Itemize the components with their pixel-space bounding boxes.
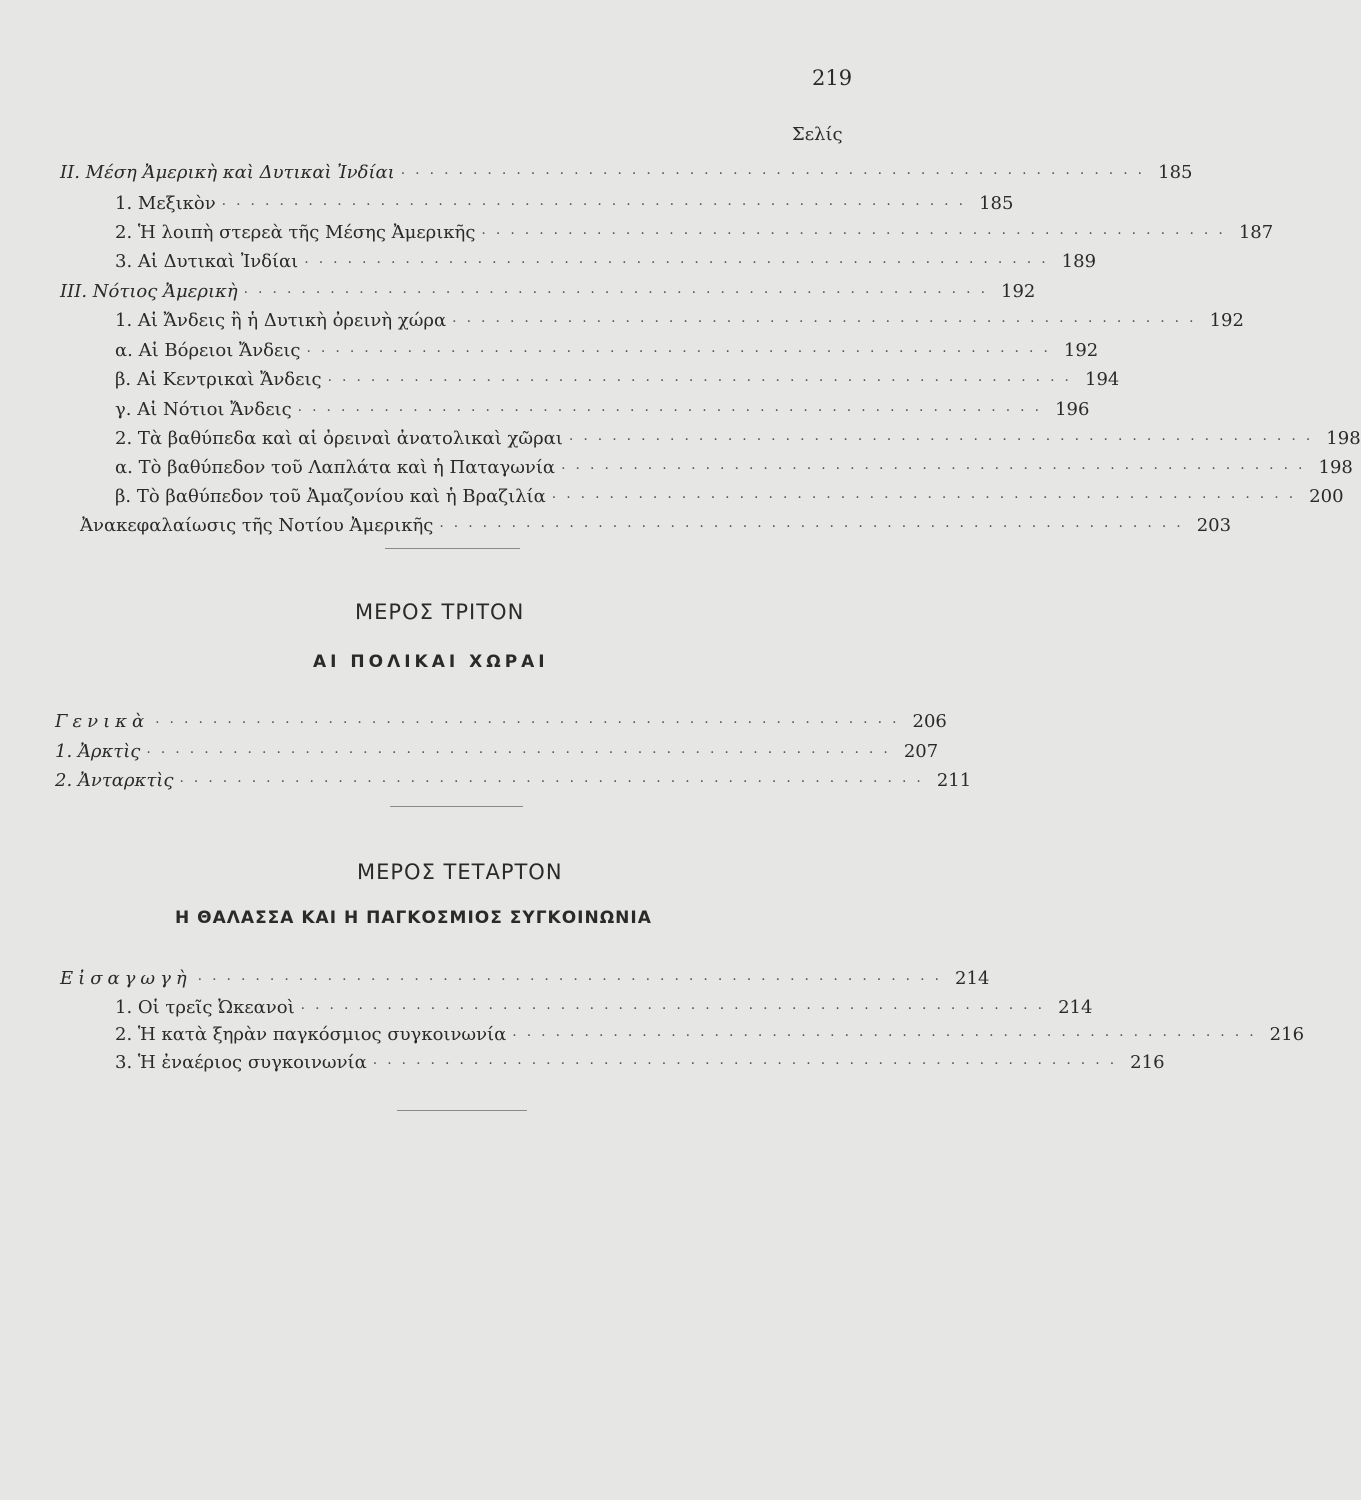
toc-entry: Ἀνακεφαλαίωσις τῆς Νοτίου Ἀμερικῆς ···················································· 203 bbox=[80, 515, 1232, 536]
toc-entry: β. Τὸ βαθύπεδον τοῦ Ἀμαζονίου καὶ ἡ Βραζιλία ···················································· 200 bbox=[115, 486, 1344, 507]
page-column-header: Σελίς bbox=[792, 124, 843, 145]
part3-subtitle: ΑΙ ΠΟΛΙΚΑΙ ΧΩΡΑΙ bbox=[313, 652, 549, 672]
part3-title: ΜΕΡΟΣ ΤΡΙΤΟΝ bbox=[355, 600, 525, 624]
toc-entry: 1. Μεξικὸν ···················································· 185 bbox=[115, 193, 1014, 214]
toc-entry: β. Αἱ Κεντρικαὶ Ἄνδεις ···················································· 194 bbox=[115, 369, 1120, 390]
page-number: 219 bbox=[812, 66, 853, 90]
part4-title: ΜΕΡΟΣ ΤΕΤΑΡΤΟΝ bbox=[357, 860, 563, 884]
part4-subtitle: Η ΘΑΛΑΣΣΑ ΚΑΙ Η ΠΑΓΚΟΣΜΙΟΣ ΣΥΓΚΟΙΝΩΝΙΑ bbox=[175, 908, 652, 928]
toc-entry: ΙΙ. Μέση Ἀμερικὴ καὶ Δυτικαὶ Ἰνδίαι ···················································· 185 bbox=[60, 162, 1193, 183]
toc-entry: 3. Αἱ Δυτικαὶ Ἰνδίαι ···················································· 189 bbox=[115, 251, 1097, 272]
toc-entry: α. Τὸ βαθύπεδον τοῦ Λαπλάτα καὶ ἡ Παταγωνία ···················································· 198 bbox=[115, 457, 1353, 478]
toc-entry: 1. Οἱ τρεῖς Ὠκεανοὶ ···················································· 214 bbox=[115, 997, 1093, 1018]
toc-entry: ΙΙΙ. Νότιος Ἀμερικὴ ···················································· 192 bbox=[60, 281, 1036, 302]
toc-entry: α. Αἱ Βόρειοι Ἄνδεις ···················································· 192 bbox=[115, 340, 1099, 361]
toc-entry: 2. Ἀνταρκτὶς ···················································· 211 bbox=[55, 770, 972, 791]
toc-entry: 2. Ἡ κατὰ ξηρὰν παγκόσμιος συγκοινωνία ···················································· 216 bbox=[115, 1024, 1305, 1045]
section-divider bbox=[397, 1110, 527, 1111]
toc-entry: Γενικὰ ···················································· 206 bbox=[55, 711, 947, 732]
toc-entry: 2. Ἡ λοιπὴ στερεὰ τῆς Μέσης Ἀμερικῆς ···················································· 187 bbox=[115, 222, 1274, 243]
section-divider bbox=[390, 806, 523, 807]
section-divider bbox=[385, 548, 520, 549]
toc-entry: γ. Αἱ Νότιοι Ἄνδεις ···················································· 196 bbox=[115, 399, 1090, 420]
toc-entry: 1. Ἀρκτὶς ···················································· 207 bbox=[55, 741, 939, 762]
toc-entry: Εἰσαγωγὴ ···················································· 214 bbox=[60, 968, 990, 989]
toc-entry: 1. Αἱ Ἄνδεις ἢ ἡ Δυτικὴ ὀρεινὴ χώρα ···················································· 192 bbox=[115, 310, 1244, 331]
toc-entry: 3. Ἡ ἐναέριος συγκοινωνία ···················································· 216 bbox=[115, 1052, 1165, 1073]
toc-entry: 2. Τὰ βαθύπεδα καὶ αἱ ὀρειναὶ ἀνατολικαὶ χῶραι ···················································· 198 bbox=[115, 428, 1361, 449]
